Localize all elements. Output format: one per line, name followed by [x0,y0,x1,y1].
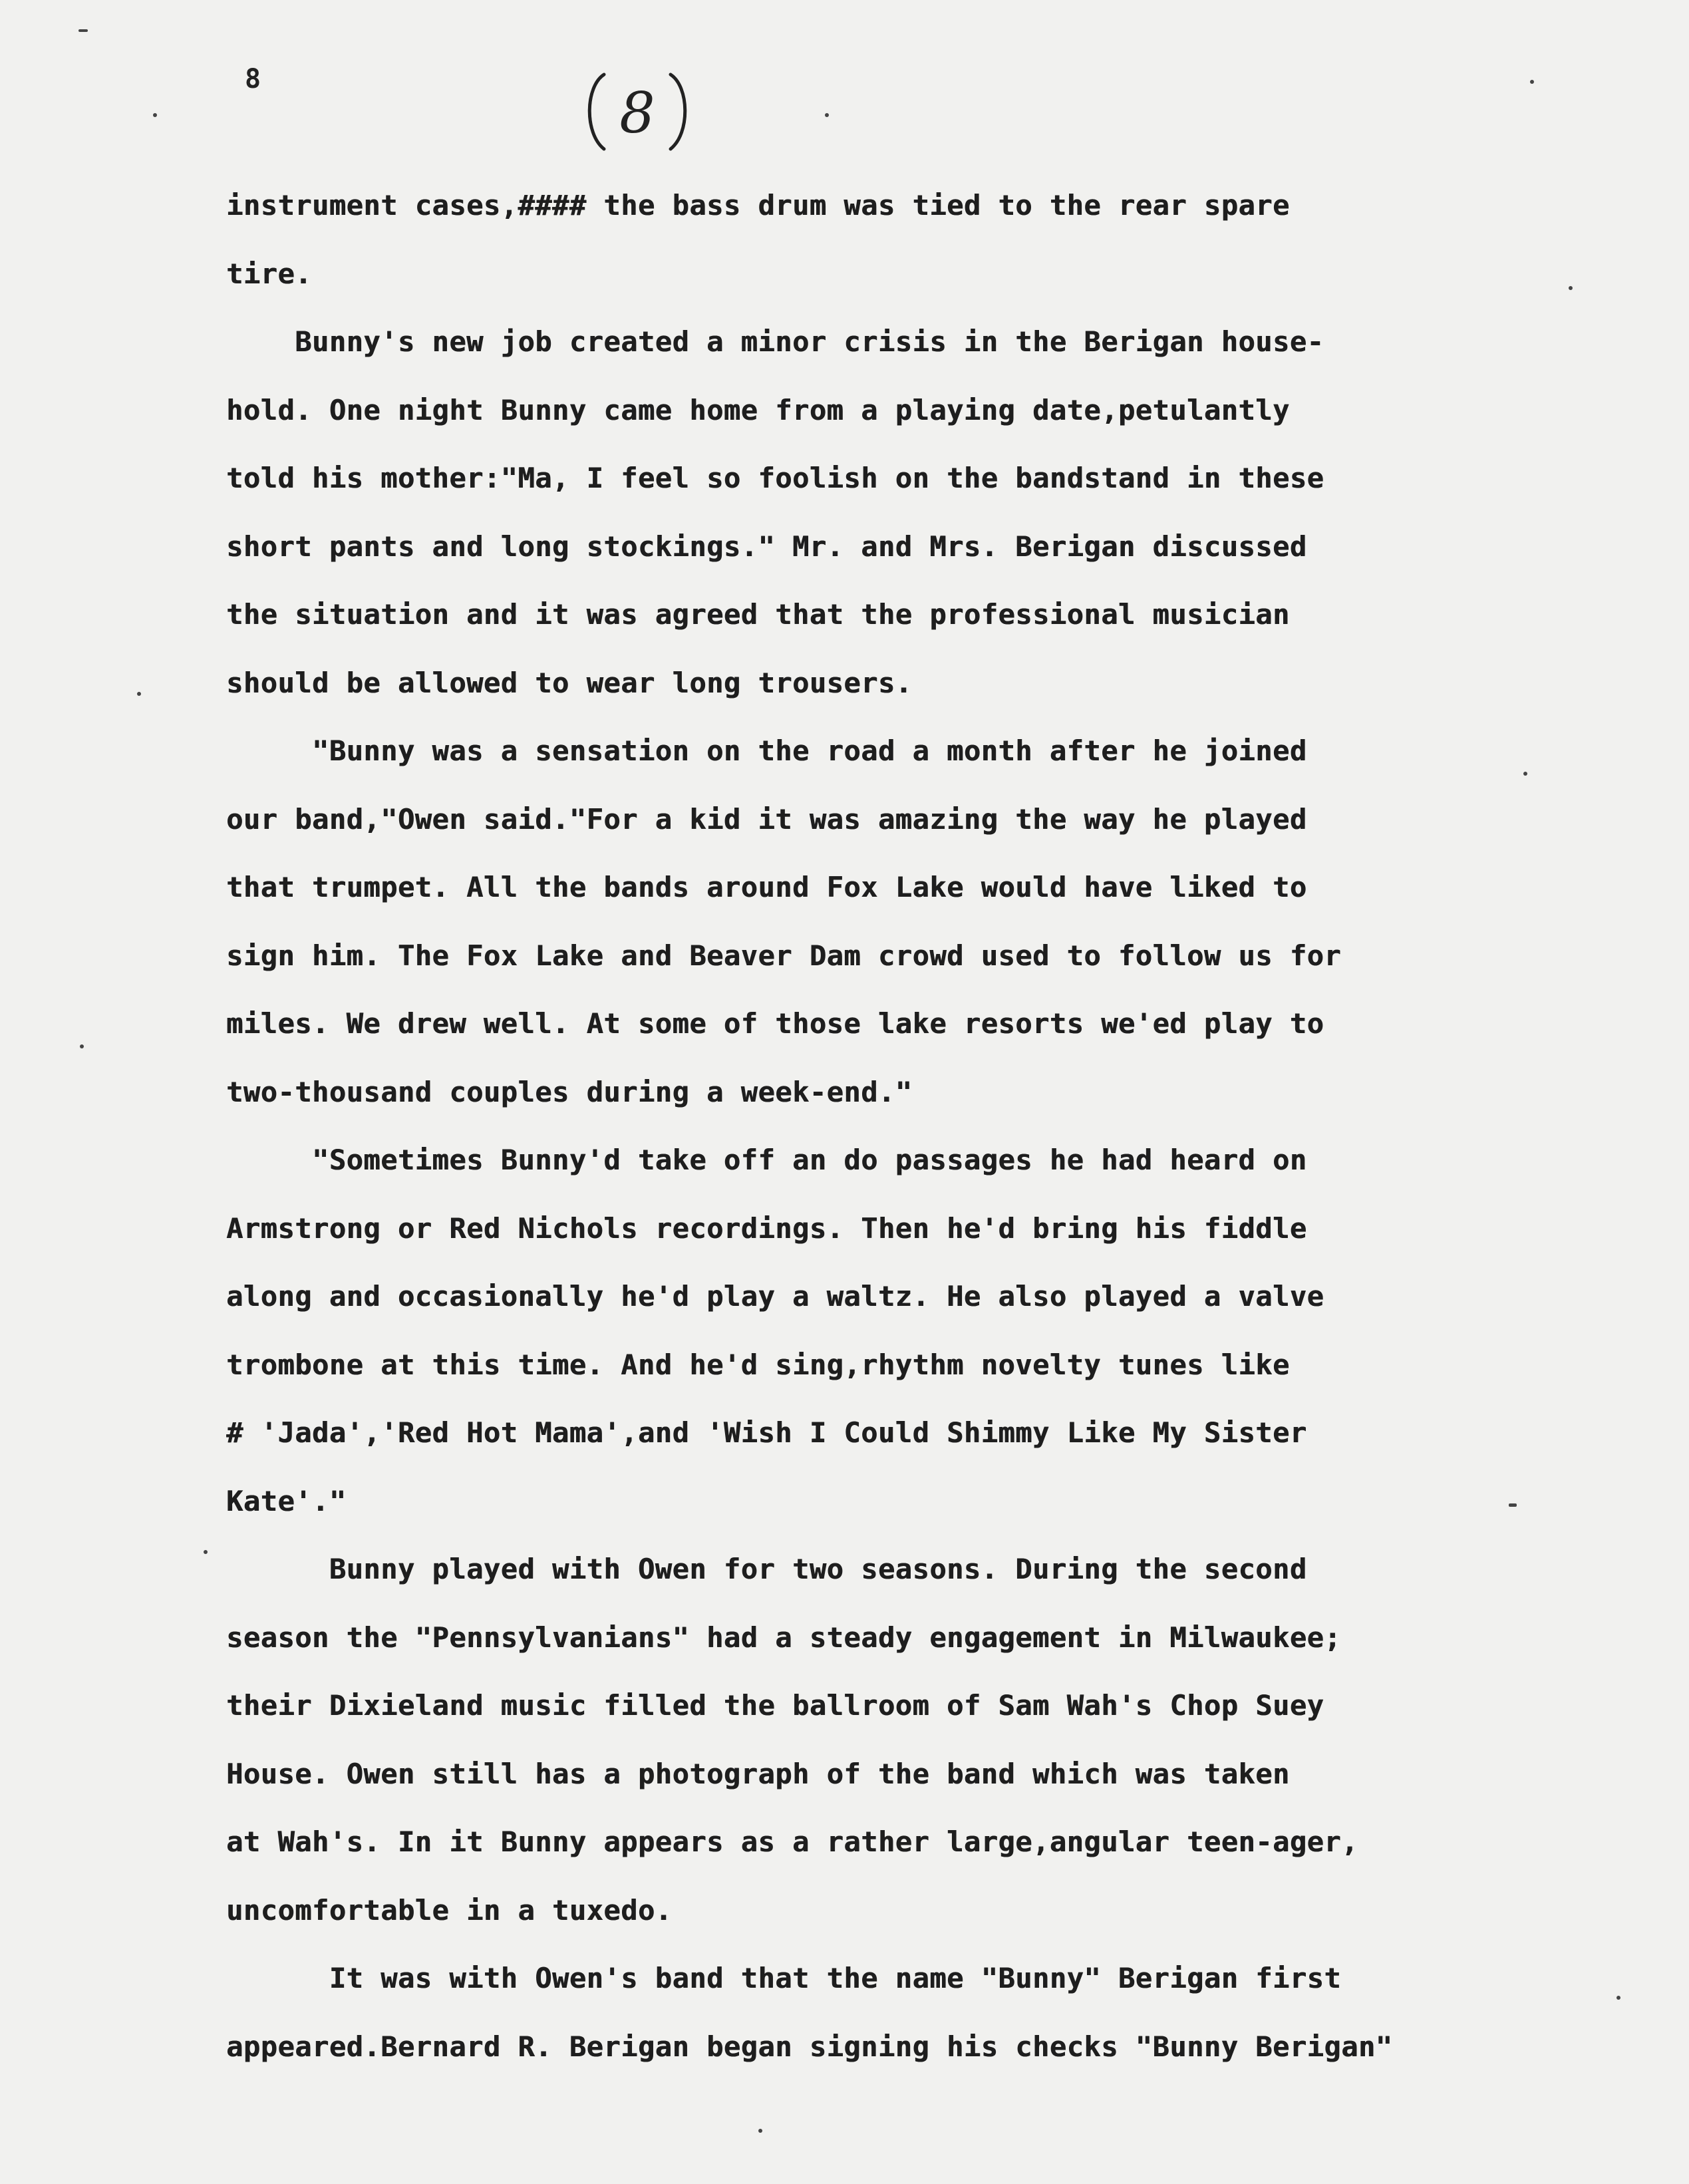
text-line: trombone at this time. And he'd sing,rhythm novelty tunes like [226,1348,1290,1381]
text-line: told his mother:"Ma, I feel so foolish on the bandstand in these [226,462,1324,494]
text-line: season the "Pennsylvanians" had a steady engagement in Milwaukee; [226,1621,1342,1654]
paper-speck [80,1044,84,1048]
handwritten-page-number [577,67,697,160]
paper-speck [825,113,829,117]
text-line: miles. We drew well. At some of those lake resorts we'ed play to [226,1007,1324,1040]
paper-speck [204,1550,208,1554]
handwritten-page-number-text: 8 [619,80,655,146]
paper-speck [78,29,88,32]
text-line: their Dixieland music filled the ballroom of Sam Wah's Chop Suey [226,1689,1324,1722]
paper-speck [1509,1503,1517,1507]
text-line: instrument cases,#### the bass drum was tied to the rear spare [226,189,1290,222]
text-line: Bunny played with Owen for two seasons. During the second [226,1553,1307,1585]
paper-speck [1569,286,1573,290]
text-line: # 'Jada','Red Hot Mama',and 'Wish I Could Shimmy Like My Sister [226,1416,1307,1449]
text-line: sign him. The Fox Lake and Beaver Dam crowd used to follow us for [226,939,1342,972]
text-line: tire. [226,257,312,290]
text-line: at Wah's. In it Bunny appears as a rather large,angular teen-ager, [226,1825,1358,1858]
text-line: appeared.Bernard R. Berigan began signing his checks "Bunny Berigan" [226,2030,1393,2063]
text-line: uncomfortable in a tuxedo. [226,1893,673,1927]
paper-speck [153,113,157,117]
text-line: Armstrong or Red Nichols recordings. Then he'd bring his fiddle [226,1211,1307,1245]
text-line: should be allowed to wear long trousers. [226,666,913,699]
paper-speck [758,2129,762,2133]
text-line: "Bunny was a sensation on the road a month after he joined [226,734,1307,767]
text-line: along and occasionally he'd play a waltz. He also played a valve [226,1280,1324,1313]
paper-speck [1616,1996,1620,2000]
typewritten-body [226,172,1570,2081]
text-line: two-thousand couples during a week-end." [226,1075,913,1108]
text-line: It was with Owen's band that the name "Bunny" Berigan first [226,1962,1342,1994]
text-line: our band,"Owen said."For a kid it was amazing the way he played [226,802,1307,836]
text-line: Kate'." [226,1484,347,1517]
text-line: "Sometimes Bunny'd take off an do passages he had heard on [226,1144,1307,1176]
text-line: short pants and long stockings." Mr. and Mrs. Berigan discussed [226,530,1307,563]
text-line: Bunny's new job created a minor crisis in the Berigan house- [226,325,1324,358]
text-line: hold. One night Bunny came home from a playing date,petulantly [226,393,1290,426]
paper-speck [137,692,141,696]
paper-speck [1523,772,1527,776]
page-number: 8 [245,64,261,94]
text-line: the situation and it was agreed that the professional musician [226,598,1290,631]
text-line: that trumpet. All the bands around Fox Lake would have liked to [226,871,1307,903]
paper-speck [1530,80,1534,84]
text-line: House. Owen still has a photograph of the band which was taken [226,1757,1290,1790]
